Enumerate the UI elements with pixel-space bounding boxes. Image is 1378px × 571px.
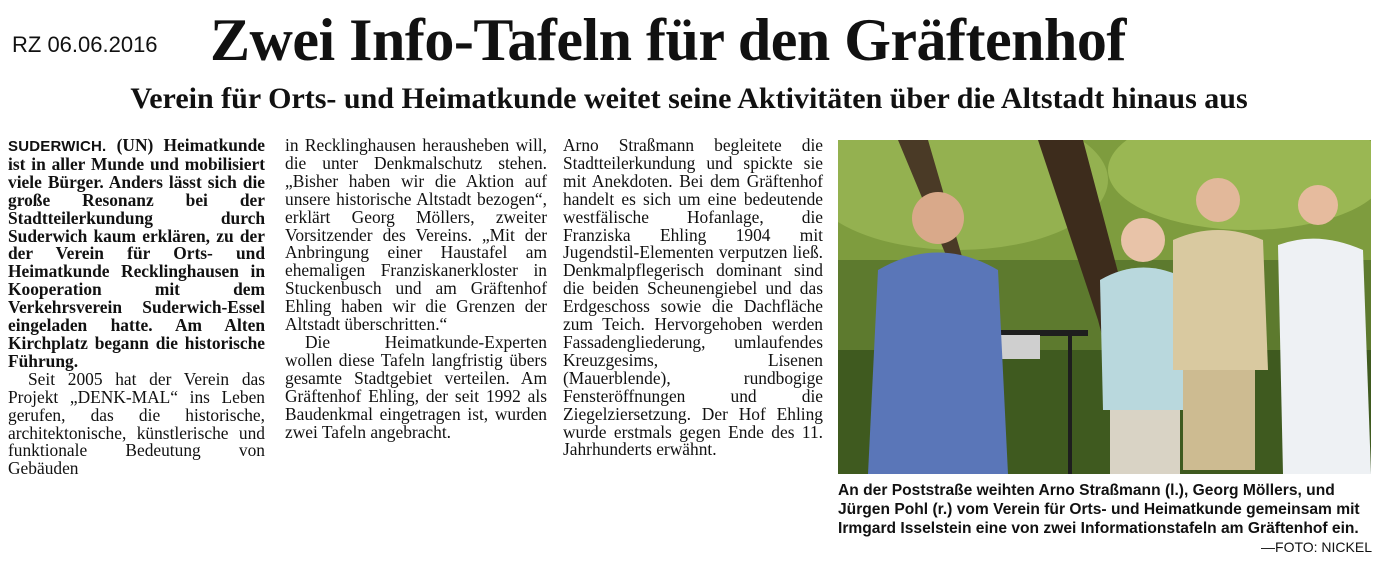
- article-paragraph-2a: Die Heimatkunde-Experten wollen diese Tafeln langfristig übers gesamte Stadtgebiet verteilen. Am Gräftenhof Ehling, der seit 1992 als Baudenkmal eingetragen ist, wurden zwei Tafeln angebracht.: [285, 331, 547, 442]
- article-column-3: [563, 137, 823, 459]
- photo-credit: —FOTO: NICKEL: [1261, 539, 1372, 555]
- person-trousers: [1110, 410, 1180, 474]
- person-trousers: [1183, 370, 1255, 470]
- person-vest: [1173, 230, 1268, 370]
- source-date: RZ 06.06.2016: [12, 32, 158, 57]
- person-shirt: [1278, 239, 1371, 474]
- person-shirt: [868, 253, 1008, 475]
- article-paragraph-1a: Seit 2005 hat der Verein das Projekt „DENK-MAL“ ins Leben gerufen, das die historische, architektonische, künstlerische und funktionale Bedeutung von Gebäuden: [8, 368, 265, 479]
- article-column-1: [8, 137, 265, 478]
- dateline: SUDERWICH.: [8, 138, 107, 155]
- person-head: [1121, 218, 1165, 262]
- photo-illustration: [838, 140, 1371, 474]
- railing-post: [1068, 336, 1072, 474]
- photo-caption: An der Poststraße weihten Arno Straßmann (l.), Georg Möllers, und Jürgen Pohl (r.) vom Verein für Orts- und Heimatkunde gemeinsam mit Irmgard Isselstein eine von zwei Informationstafeln am Gräftenhof ein.: [838, 482, 1360, 537]
- person-head: [912, 192, 964, 244]
- subheadline: Verein für Orts- und Heimatkunde weitet seine Aktivitäten über die Altstadt hinaus aus: [130, 82, 1248, 115]
- article-paragraph-2b: Arno Straßmann begleitete die Stadtteilerkundung und spickte sie mit Anekdoten. Bei dem Gräftenhof handelt es sich um eine bedeutende westfälische Hofanlage, die Franziska Ehling 1904 mit Jugendstil-Elementen verputzen ließ. Denkmalpflegerisch dominant sind die beiden Scheunengiebel und das Erdgeschoss sowie die Dachfläche zum Teich. Hervorgehoben werden Fassadengliederung, umlaufendes Kreuzgesims, Lisenen (Mauerblende), rundbogige Fensteröffnungen und die Ziegelziersetzung. Der Hof Ehling wurde erstmals gegen Ende des 11. Jahrhunderts erwähnt.: [563, 135, 823, 460]
- article-lead: (UN) Heimatkunde ist in aller Munde und mobilisiert viele Bürger. Anders lässt sich die große Resonanz bei der Stadtteilerkundung durch Suderwich kaum erklären, zu der der Verein für Orts- und Heimatkunde Recklinghausen in Kooperation mit dem Verkehrsverein Suderwich-Essel eingeladen hatte. Am Alten Kirchplatz begann die historische Führung.: [8, 135, 265, 371]
- article-column-2: [285, 137, 547, 441]
- article-photo: [838, 140, 1371, 474]
- person-head: [1298, 185, 1338, 225]
- headline: Zwei Info-Tafeln für den Gräftenhof: [210, 7, 1126, 73]
- person-head: [1196, 178, 1240, 222]
- article-paragraph-1b: in Recklinghausen herausheben will, die unter Denkmalschutz stehen. „Bisher haben wir die Aktion auf unsere historische Altstadt bezogen“, erklärt Georg Möllers, zweiter Vorsitzender des Vereins. „Mit der Anbringung einer Haustafel am ehemaligen Franziskanerkloster in Stuckenbusch und am Gräftenhof Ehling haben wir die Grenzen der Altstadt überschritten.“: [285, 135, 547, 335]
